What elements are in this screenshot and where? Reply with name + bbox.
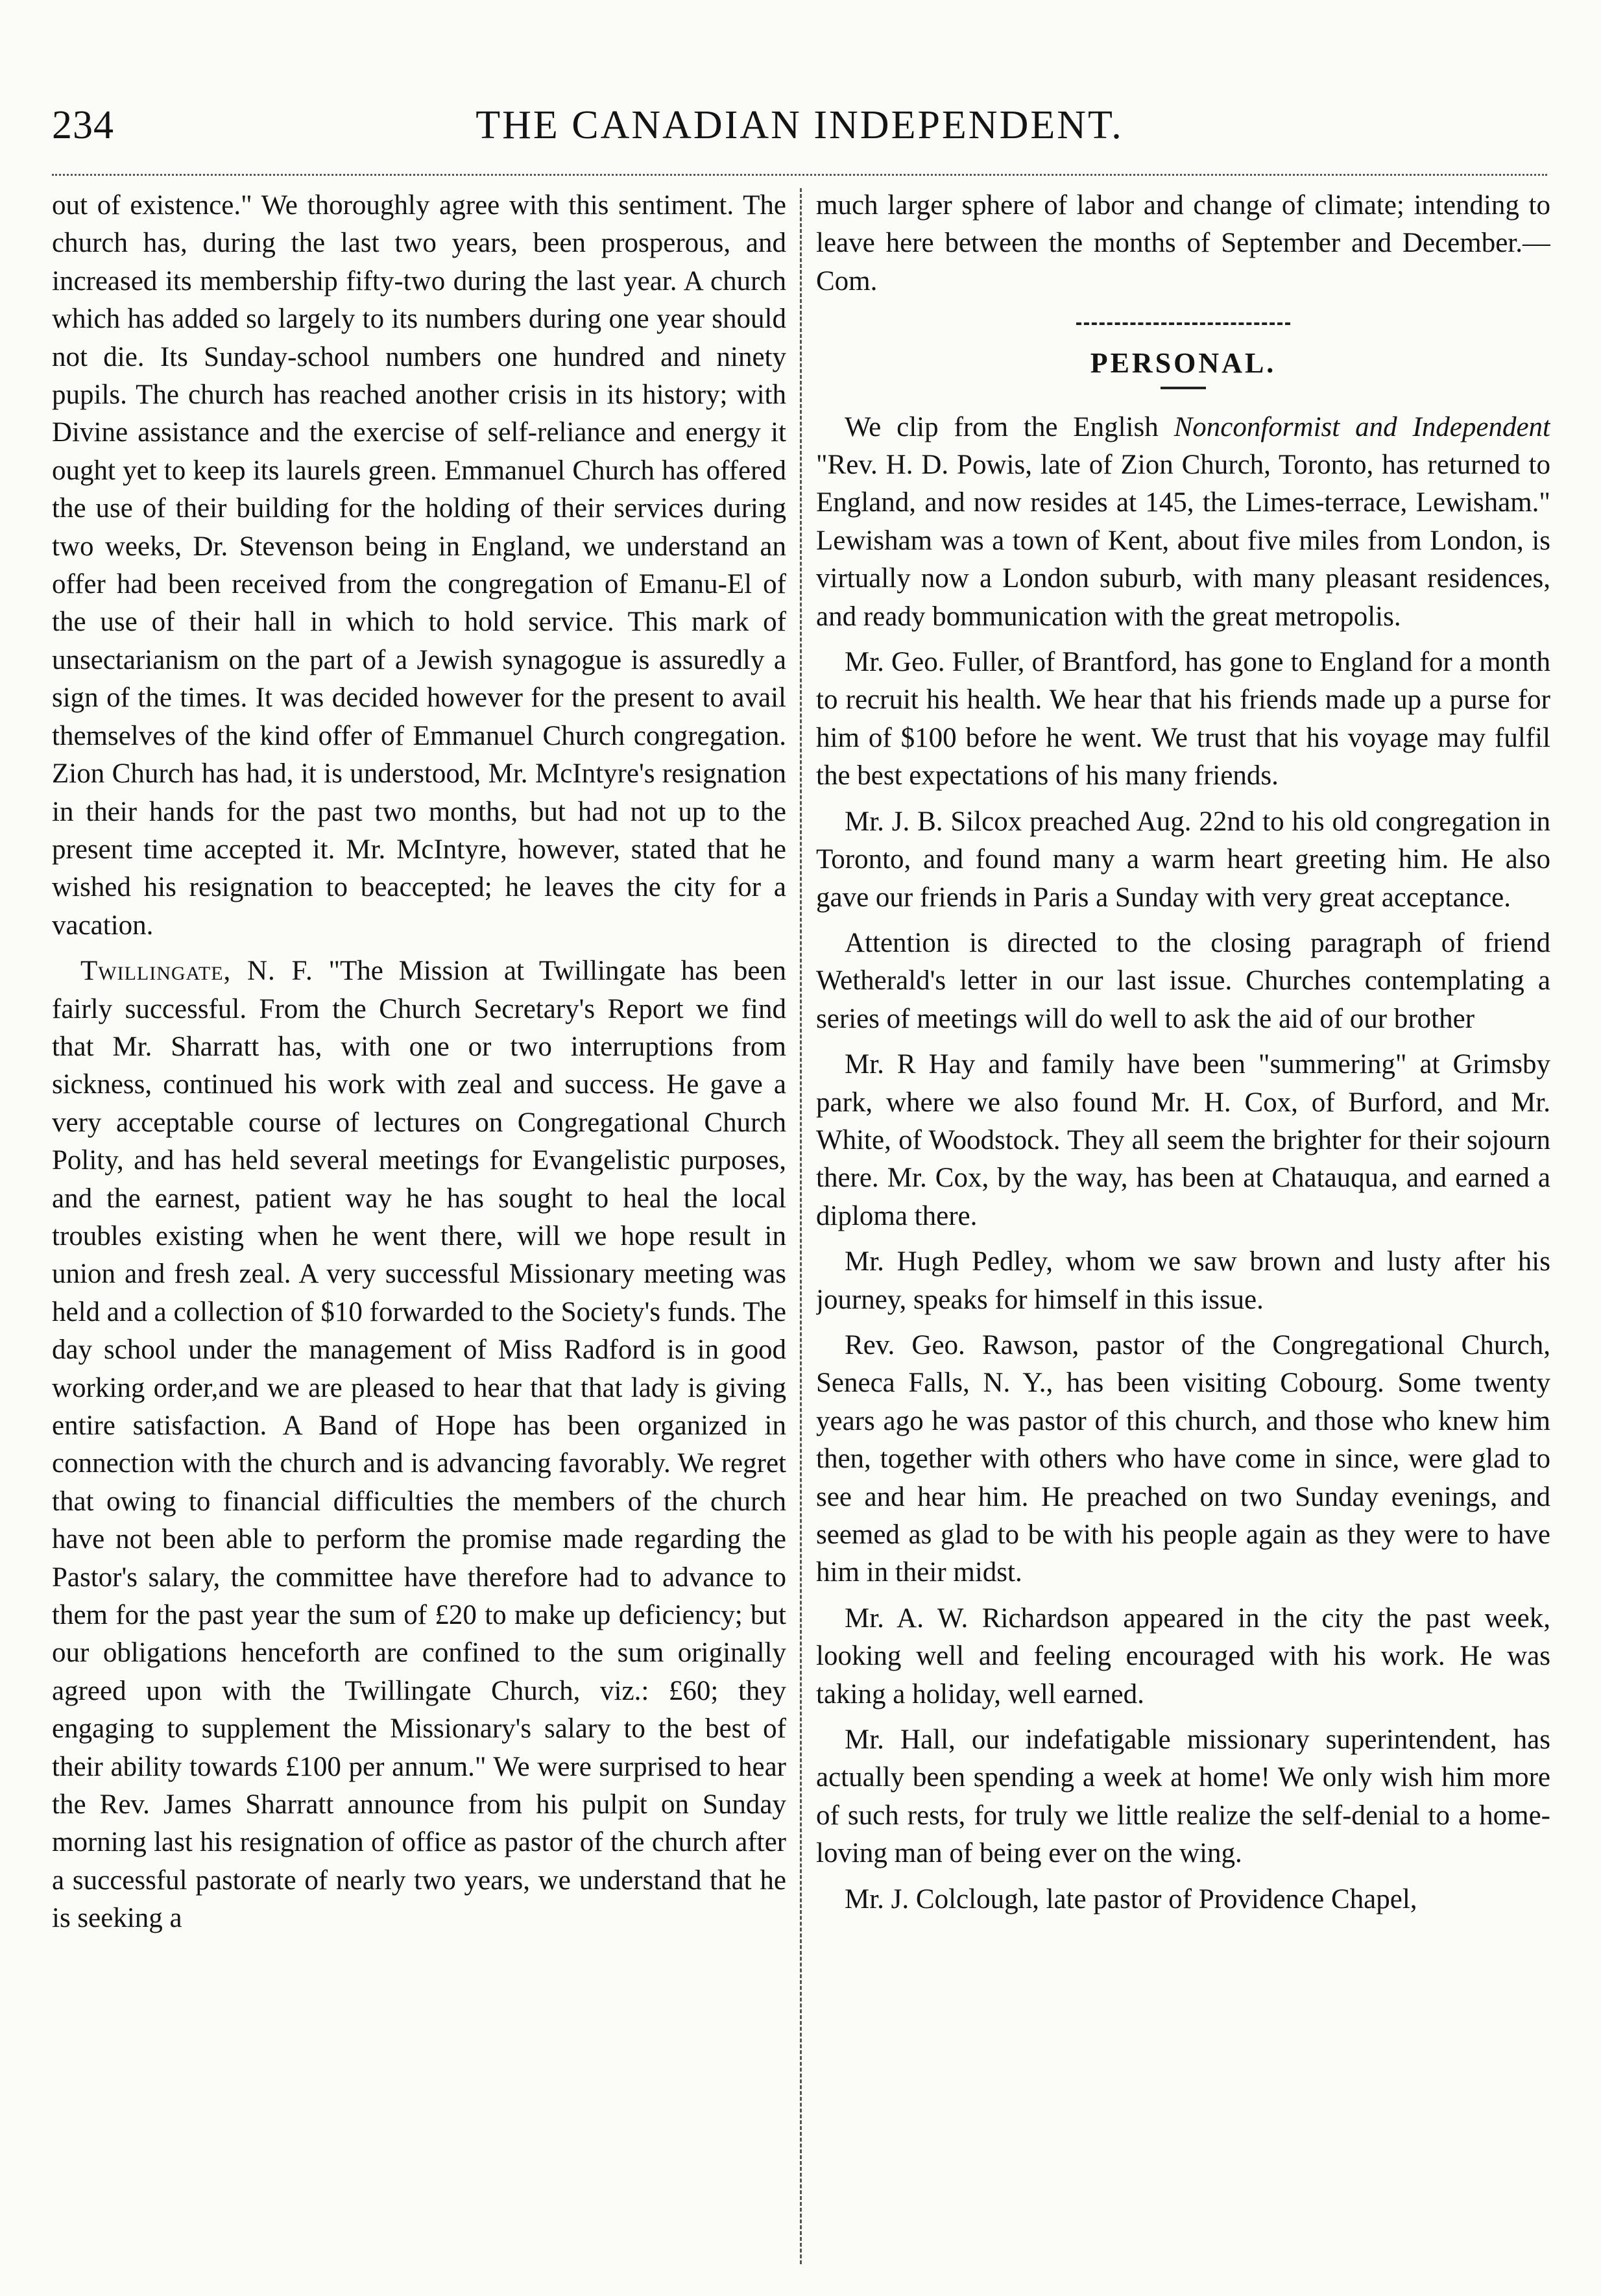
column-divider — [800, 188, 802, 2264]
paragraph-lead: Twillingate, N. F. — [80, 956, 313, 987]
article-paragraph — [816, 409, 1550, 636]
article-paragraph: Rev. Geo. Rawson, pastor of the Congregational Church, Seneca Falls, N. Y., has been visiting Cobourg. Some twenty years ago he was pastor of this church, and those who knew him then, together with others who have come in since, were glad to see and hear him. He preached on two Sunday evenings, and seemed as glad to be with his people again as they were to have him in their midst. — [816, 1329, 1550, 1588]
article-paragraph: Mr. A. W. Richardson appeared in the city the past week, looking well and feeling encouraged with his work. He was taking a holiday, well earned. — [816, 1602, 1550, 1710]
article-paragraph: Mr. Geo. Fuller, of Brantford, has gone to England for a month to recruit his health. We hear that his friends made up a purse for him of $100 before he went. We trust that his voyage may fulfil the best expectations of his many friends. — [816, 647, 1550, 792]
article-paragraph: out of existence." We thoroughly agree with this sentiment. The church has, during the last two years, been prosperous, and increased its membership fifty-two during the last year. A church which has added so largely to its numbers during one year should not die. Its Sunday-school numbers one hundred and ninety pupils. The church has reached another crisis in its history; with Divine assistance and the exercise of self-reliance and energy it ought yet to keep its laurels green. Emmanuel Church has offered the use of their building for the holding of their services during two weeks, Dr. Stevenson being in England, we understand an offer had been received from the congregation of Emanu-El of the use of their hall in which to hold service. This mark of unsectarianism on the part of a Jewish synagogue is assuredly a sign of the times. It was decided however for the present to avail themselves of the kind offer of Emmanuel Church congregation. Zion Church has had, it is understood, Mr. McIntyre's resignation in their hands for the past two months, but had not up to the present time accepted it. Mr. McIntyre, however, stated that he wished his resignation to beaccepted; he leaves the city for a vacation. — [52, 190, 786, 941]
article-paragraph: Mr. R Hay and family have been "summering" at Grimsby park, where we also found Mr. H. Cox, of Burford, and Mr. White, of Woodstock. They all seem the brighter for their sojourn there. Mr. Cox, by the way, has been at Chatauqua, and earned a diploma there. — [816, 1049, 1550, 1231]
paragraph-text: "Rev. H. D. Powis, late of Zion Church, Toronto, has returned to England, and now resides at 145, the Limes-terrace, Lewisham." Lewisham was a town of Kent, about five miles from London, is virtually now a London suburb, with many pleasant residences, and ready bommunication with the great metropolis. — [816, 450, 1550, 632]
article-paragraph: Mr. Hall, our indefatigable missionary superintendent, has actually been spending a week at home! We only wish him more of such rests, for truly we little realize the self-denial to a home-loving man of being ever on the wing. — [816, 1724, 1550, 1869]
heading-rule — [1161, 387, 1206, 389]
article-paragraph: Mr. Hugh Pedley, whom we saw brown and lusty after his journey, speaks for himself in this issue. — [816, 1246, 1550, 1315]
page-number: 234 — [52, 103, 114, 147]
publication-name: Nonconformist and Independent — [1174, 411, 1550, 442]
paragraph-text: We clip from the English — [845, 411, 1174, 442]
section-divider — [1076, 322, 1290, 325]
article-paragraph — [52, 952, 786, 1938]
paragraph-text: "The Mission at Twillingate has been fairly successful. From the Church Secretary's Report we find that Mr. Sharratt has, with one or two interruptions from sickness, continued his work with zeal and success. He gave a very acceptable course of lectures on Congregational Church Polity, and has held several meetings for Evangelistic purposes, and the earnest, patient way he has sought to heal the local troubles existing when he went there, will we hope result in union and fresh zeal. A very successful Missionary meeting was held and a collection of $10 forwarded to the Society's funds. The day school under the management of Miss Radford is in good working order,and we are pleased to hear that that lady is giving entire satisfaction. A Band of Hope has been organized in connection with the church and is advancing favorably. We regret that owing to financial difficulties the members of the church have not been able to perform the promise made regarding the Pastor's salary, the committee have therefore had to advance to them for the past year the sum of £20 to make up deficiency; but our obligations henceforth are confined to the sum originally agreed upon with the Twillingate Church, viz.: £60; they engaging to supplement the Missionary's salary to the best of their ability towards £100 per annum." We were surprised to hear the Rev. James Sharratt announce from his pulpit on Sunday morning last his resignation of office as pastor of the church after a successful pastorate of nearly two years, we understand that he is seeking a — [52, 956, 786, 1934]
article-paragraph: Attention is directed to the closing paragraph of friend Wetherald's letter in our last issue. Churches contemplating a series of meetings will do well to ask the aid of our brother — [816, 927, 1550, 1034]
left-column — [52, 187, 786, 2269]
page-header — [52, 103, 1547, 167]
section-heading: PERSONAL. — [1090, 347, 1277, 380]
header-rule — [52, 174, 1547, 176]
article-paragraph: much larger sphere of labor and change of climate; intending to leave here between the months of September and December.—Com. — [816, 190, 1550, 296]
article-paragraph: Mr. J. B. Silcox preached Aug. 22nd to his old congregation in Toronto, and found many a warm heart greeting him. He also gave our friends in Paris a Sunday with very great acceptance. — [816, 806, 1550, 913]
right-column — [816, 187, 1550, 2269]
journal-title: THE CANADIAN INDEPENDENT. — [475, 103, 1124, 147]
article-paragraph: Mr. J. Colclough, late pastor of Providence Chapel, — [845, 1883, 1417, 1915]
